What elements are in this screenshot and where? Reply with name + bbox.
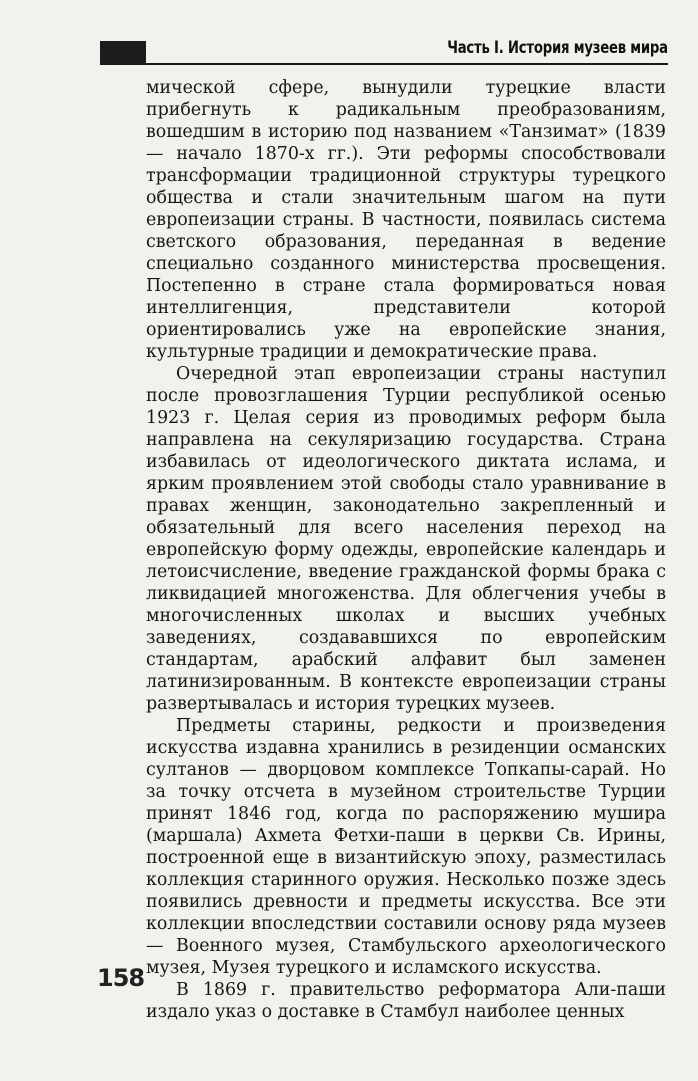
page-number: 158: [97, 964, 145, 992]
paragraph-3: Предметы старины, редкости и произведения искусства издавна хранились в резиденции османских султанов — дворцовом комплексе Топкапы-сарай. Но за точку отсчета в музейном строительстве Турции принят 1846 год, когда по распоряжению мушира (маршала) Ахмета Фетхи-паши в церкви Св. Ирины, построенной еще в византийскую эпоху, разместилась коллекция старинного оружия. Несколько позже здесь появились древности и предметы искусства. Все эти коллекции впоследствии составили основу ряда музеев — Военного музея, Стамбульского археологического музея, Музея турецкого и исламского искусства.: [146, 716, 666, 978]
header-rule: [100, 63, 668, 65]
running-title: Часть I. История музеев мира: [447, 38, 668, 58]
paragraph-1: мической сфере, вынудили турецкие власти прибегнуть к радикальным преобразованиям, вошедшим в историю под названием «Танзимат» (1839 — начало 1870-х гг.). Эти реформы способствовали трансформации традиционной структуры турецкого общества и стали значительным шагом на пути европеизации страны. В частности, появилась система светского образования, переданная в ведение специально созданного министерства просвещения. Постепенно в стране стала формироваться новая интеллигенция, представители которой ориентировались уже на европейские знания, культурные традиции и демократические права.: [146, 78, 666, 362]
paragraph-4: В 1869 г. правительство реформатора Али-паши издало указ о доставке в Стамбул наиболее ценных: [146, 980, 666, 1022]
paragraph-2: Очередной этап европеизации страны наступил после провозглашения Турции республикой осенью 1923 г. Целая серия из проводимых реформ была направлена на секуляризацию государства. Страна избавилась от идеологического диктата ислама, и ярким проявлением этой свободы стало уравнивание в правах женщин, законодательно закрепленный и обязательный для всего населения переход на европейскую форму одежды, европейские календарь и летоисчисление, введение гражданской формы брака с ликвидацией многоженства. Для облегчения учебы в многочисленных школах и высших учебных заведениях, создававшихся по европейским стандартам, арабский алфавит был заменен латинизированным. В контексте европеизации страны развертывалась и история турецких музеев.: [146, 364, 666, 714]
header-marker-block: [100, 41, 146, 63]
body-text: [146, 77, 666, 1023]
